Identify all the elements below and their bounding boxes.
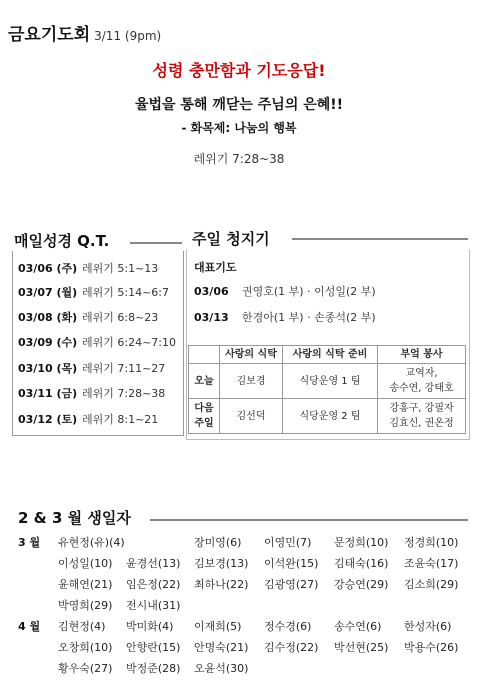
birthday-month-march: 3 월 (18, 536, 41, 549)
sermon-theme: 성령 충만함과 기도응답! (152, 61, 326, 80)
prayer-row: 03/06 권영호(1 부) · 이성일(2 부) (194, 285, 376, 298)
birthday-name: 오창희(10) (58, 641, 113, 654)
qt-item: 03/10 (목) 레위기 7:11~27 (18, 362, 166, 375)
birthday-name: 전시내(31) (126, 599, 181, 612)
row-label: 오늘 (189, 364, 220, 399)
birthday-name: 이재희(5) (194, 620, 242, 633)
sermon-scripture: 레위기 7:28~38 (193, 152, 285, 166)
prayer-label: 대표기도 (194, 261, 237, 274)
birthday-name: 이성일(10) (58, 557, 113, 570)
birthday-name: 김광영(27) (264, 578, 319, 591)
birthday-name: 김태숙(16) (334, 557, 389, 570)
qt-item: 03/06 (주) 레위기 5:1~13 (18, 262, 159, 275)
birthday-name: 송수연(6) (334, 620, 382, 633)
birthday-name: 문정희(10) (334, 536, 389, 549)
table-row (189, 364, 466, 399)
sermon-subtitle: 율법을 통해 깨닫는 주님의 은혜!! (134, 97, 344, 113)
sunday-title-line (292, 238, 468, 240)
table-header: 사랑의 식탁 준비 (283, 346, 378, 364)
birthday-name: 정수경(6) (264, 620, 312, 633)
duty-table (188, 345, 466, 434)
birthday-name: 박용수(26) (404, 641, 459, 654)
birthday-name: 임은정(22) (126, 578, 181, 591)
birthday-name: 김현정(4) (58, 620, 106, 633)
qt-item: 03/12 (토) 레위기 8:1~21 (18, 413, 159, 426)
birthday-name: 윤경선(13) (126, 557, 181, 570)
qt-title-line (130, 242, 182, 244)
birthday-name: 최하나(22) (194, 578, 249, 591)
qt-item: 03/08 (화) 레위기 6:8~23 (18, 311, 159, 324)
birthday-name: 안향란(15) (126, 641, 181, 654)
birthday-name: 강승연(29) (334, 578, 389, 591)
birthday-name: 유현정(유)(4) (58, 536, 125, 549)
title-text: 금요기도회 (8, 25, 91, 45)
birthday-month-april: 4 월 (18, 620, 41, 633)
birthday-name: 박선현(25) (334, 641, 389, 654)
prep-cell: 식당운영 2 팀 (283, 399, 378, 434)
prep-cell: 식당운영 1 팀 (283, 364, 378, 399)
qt-title: 매일성경 Q.T. (14, 230, 115, 251)
birthday-name: 정경희(10) (404, 536, 459, 549)
birthday-name: 김소희(29) (404, 578, 459, 591)
meal-cell: 김선덕 (220, 399, 283, 434)
birthday-name: 장미영(6) (194, 536, 242, 549)
birthday-name: 안명숙(21) (194, 641, 249, 654)
kitchen-cell: 강홍구, 강필자 김효신, 권온정 (378, 399, 466, 434)
birthday-name: 한성자(6) (404, 620, 452, 633)
birthday-name: 이영민(7) (264, 536, 312, 549)
birthday-name: 김보경(13) (194, 557, 249, 570)
birthday-name: 오윤석(30) (194, 662, 249, 675)
birthday-name: 박미화(4) (126, 620, 174, 633)
birthday-name: 조윤숙(17) (404, 557, 459, 570)
birthday-title: 2 & 3 월 생일자 (18, 507, 137, 528)
table-row (189, 399, 466, 434)
meal-cell: 김보경 (220, 364, 283, 399)
qt-item: 03/11 (금) 레위기 7:28~38 (18, 387, 166, 400)
row-label: 다음 주일 (189, 399, 220, 434)
table-header-row (189, 346, 466, 364)
birthday-name: 김수정(22) (264, 641, 319, 654)
prayer-row: 03/13 한경아(1 부) · 손종석(2 부) (194, 311, 376, 324)
birthday-name: 박정준(28) (126, 662, 181, 675)
kitchen-cell: 교역자, 송수연, 강태호 (378, 364, 466, 399)
table-header: 사랑의 식탁 (220, 346, 283, 364)
page-title (8, 20, 161, 45)
sunday-title: 주일 청지기 (192, 228, 276, 249)
table-header: 부엌 봉사 (378, 346, 466, 364)
sermon-subtheme: - 화목제: 나눔의 행복 (181, 121, 297, 135)
birthday-name: 윤해연(21) (58, 578, 113, 591)
birthday-title-line (150, 519, 468, 521)
birthday-name: 박영희(29) (58, 599, 113, 612)
qt-item: 03/07 (월) 레위기 5:14~6:7 (18, 286, 169, 299)
meeting-date: 3/11 (9pm) (94, 29, 162, 43)
birthday-name: 이석완(15) (264, 557, 319, 570)
table-corner (189, 346, 220, 364)
qt-item: 03/09 (수) 레위기 6:24~7:10 (18, 336, 176, 349)
birthday-name: 황우숙(27) (58, 662, 113, 675)
